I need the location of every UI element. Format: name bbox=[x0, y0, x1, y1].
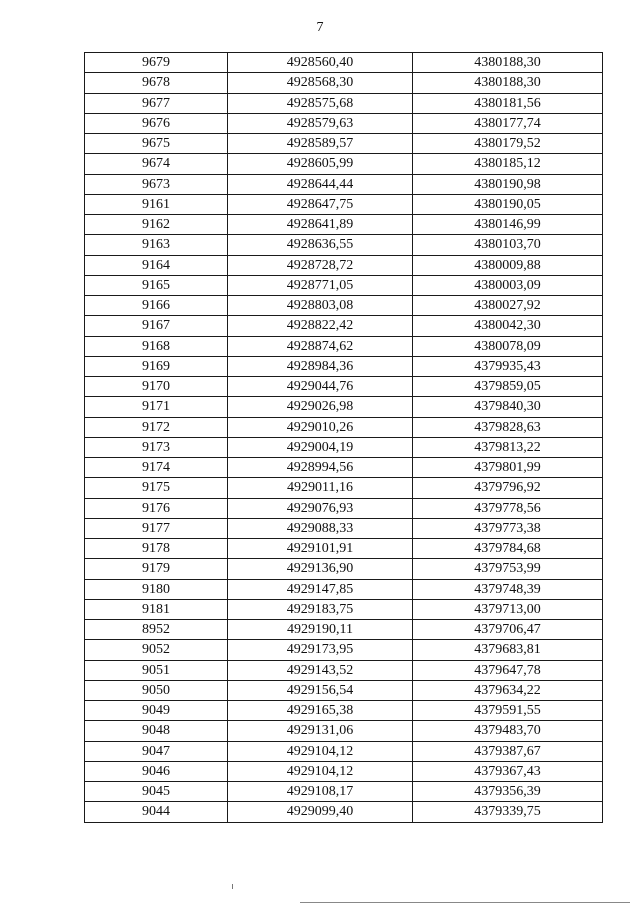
table-row bbox=[85, 539, 603, 559]
point-number-cell: 9051 bbox=[85, 660, 228, 680]
table-row bbox=[85, 377, 603, 397]
y-coordinate-cell: 4379591,55 bbox=[413, 701, 603, 721]
coordinates-table bbox=[84, 52, 603, 823]
y-coordinate-cell: 4380190,98 bbox=[413, 174, 603, 194]
y-coordinate-cell: 4380042,30 bbox=[413, 316, 603, 336]
x-coordinate-cell: 4928647,75 bbox=[228, 194, 413, 214]
y-coordinate-cell: 4379935,43 bbox=[413, 356, 603, 376]
table-row bbox=[85, 458, 603, 478]
x-coordinate-cell: 4929099,40 bbox=[228, 802, 413, 822]
y-coordinate-cell: 4380179,52 bbox=[413, 134, 603, 154]
point-number-cell: 9049 bbox=[85, 701, 228, 721]
point-number-cell: 9181 bbox=[85, 599, 228, 619]
point-number-cell: 9167 bbox=[85, 316, 228, 336]
y-coordinate-cell: 4380188,30 bbox=[413, 53, 603, 73]
table-row bbox=[85, 782, 603, 802]
table-row bbox=[85, 559, 603, 579]
scan-artifact bbox=[232, 884, 233, 889]
table-row bbox=[85, 599, 603, 619]
point-number-cell: 9174 bbox=[85, 458, 228, 478]
x-coordinate-cell: 4929026,98 bbox=[228, 397, 413, 417]
x-coordinate-cell: 4928994,56 bbox=[228, 458, 413, 478]
x-coordinate-cell: 4929156,54 bbox=[228, 680, 413, 700]
x-coordinate-cell: 4928641,89 bbox=[228, 215, 413, 235]
x-coordinate-cell: 4929010,26 bbox=[228, 417, 413, 437]
table-row bbox=[85, 701, 603, 721]
x-coordinate-cell: 4929173,95 bbox=[228, 640, 413, 660]
point-number-cell: 9048 bbox=[85, 721, 228, 741]
x-coordinate-cell: 4928984,36 bbox=[228, 356, 413, 376]
table-row bbox=[85, 478, 603, 498]
y-coordinate-cell: 4380190,05 bbox=[413, 194, 603, 214]
table-row bbox=[85, 660, 603, 680]
x-coordinate-cell: 4929190,11 bbox=[228, 620, 413, 640]
y-coordinate-cell: 4379339,75 bbox=[413, 802, 603, 822]
x-coordinate-cell: 4928728,72 bbox=[228, 255, 413, 275]
point-number-cell: 8952 bbox=[85, 620, 228, 640]
y-coordinate-cell: 4380146,99 bbox=[413, 215, 603, 235]
y-coordinate-cell: 4380009,88 bbox=[413, 255, 603, 275]
point-number-cell: 9677 bbox=[85, 93, 228, 113]
x-coordinate-cell: 4929147,85 bbox=[228, 579, 413, 599]
x-coordinate-cell: 4928874,62 bbox=[228, 336, 413, 356]
table-row bbox=[85, 73, 603, 93]
point-number-cell: 9172 bbox=[85, 417, 228, 437]
x-coordinate-cell: 4929183,75 bbox=[228, 599, 413, 619]
table-body bbox=[85, 53, 603, 823]
x-coordinate-cell: 4929131,06 bbox=[228, 721, 413, 741]
table-row bbox=[85, 134, 603, 154]
table-row bbox=[85, 397, 603, 417]
point-number-cell: 9173 bbox=[85, 437, 228, 457]
table-row bbox=[85, 356, 603, 376]
y-coordinate-cell: 4379813,22 bbox=[413, 437, 603, 457]
y-coordinate-cell: 4379367,43 bbox=[413, 761, 603, 781]
table-row bbox=[85, 194, 603, 214]
y-coordinate-cell: 4379840,30 bbox=[413, 397, 603, 417]
table-row bbox=[85, 296, 603, 316]
x-coordinate-cell: 4929044,76 bbox=[228, 377, 413, 397]
table-row bbox=[85, 741, 603, 761]
x-coordinate-cell: 4928589,57 bbox=[228, 134, 413, 154]
point-number-cell: 9164 bbox=[85, 255, 228, 275]
point-number-cell: 9166 bbox=[85, 296, 228, 316]
x-coordinate-cell: 4929165,38 bbox=[228, 701, 413, 721]
y-coordinate-cell: 4380027,92 bbox=[413, 296, 603, 316]
table-row bbox=[85, 721, 603, 741]
point-number-cell: 9050 bbox=[85, 680, 228, 700]
x-coordinate-cell: 4929011,16 bbox=[228, 478, 413, 498]
x-coordinate-cell: 4928803,08 bbox=[228, 296, 413, 316]
y-coordinate-cell: 4380103,70 bbox=[413, 235, 603, 255]
table-row bbox=[85, 53, 603, 73]
point-number-cell: 9676 bbox=[85, 113, 228, 133]
x-coordinate-cell: 4929004,19 bbox=[228, 437, 413, 457]
point-number-cell: 9679 bbox=[85, 53, 228, 73]
table-row bbox=[85, 640, 603, 660]
x-coordinate-cell: 4929108,17 bbox=[228, 782, 413, 802]
y-coordinate-cell: 4380188,30 bbox=[413, 73, 603, 93]
point-number-cell: 9163 bbox=[85, 235, 228, 255]
x-coordinate-cell: 4929088,33 bbox=[228, 518, 413, 538]
point-number-cell: 9052 bbox=[85, 640, 228, 660]
table-row bbox=[85, 235, 603, 255]
point-number-cell: 9045 bbox=[85, 782, 228, 802]
x-coordinate-cell: 4928560,40 bbox=[228, 53, 413, 73]
point-number-cell: 9178 bbox=[85, 539, 228, 559]
point-number-cell: 9674 bbox=[85, 154, 228, 174]
point-number-cell: 9162 bbox=[85, 215, 228, 235]
page-bottom-edge bbox=[300, 902, 630, 903]
point-number-cell: 9675 bbox=[85, 134, 228, 154]
table-row bbox=[85, 620, 603, 640]
x-coordinate-cell: 4929136,90 bbox=[228, 559, 413, 579]
x-coordinate-cell: 4928636,55 bbox=[228, 235, 413, 255]
table-row bbox=[85, 518, 603, 538]
y-coordinate-cell: 4379784,68 bbox=[413, 539, 603, 559]
y-coordinate-cell: 4380078,09 bbox=[413, 336, 603, 356]
x-coordinate-cell: 4929101,91 bbox=[228, 539, 413, 559]
x-coordinate-cell: 4928568,30 bbox=[228, 73, 413, 93]
table-row bbox=[85, 498, 603, 518]
x-coordinate-cell: 4928771,05 bbox=[228, 275, 413, 295]
point-number-cell: 9169 bbox=[85, 356, 228, 376]
point-number-cell: 9175 bbox=[85, 478, 228, 498]
point-number-cell: 9179 bbox=[85, 559, 228, 579]
table-row bbox=[85, 113, 603, 133]
point-number-cell: 9044 bbox=[85, 802, 228, 822]
y-coordinate-cell: 4379634,22 bbox=[413, 680, 603, 700]
x-coordinate-cell: 4929143,52 bbox=[228, 660, 413, 680]
table-row bbox=[85, 215, 603, 235]
y-coordinate-cell: 4379753,99 bbox=[413, 559, 603, 579]
x-coordinate-cell: 4928605,99 bbox=[228, 154, 413, 174]
table-row bbox=[85, 336, 603, 356]
x-coordinate-cell: 4929104,12 bbox=[228, 761, 413, 781]
point-number-cell: 9678 bbox=[85, 73, 228, 93]
point-number-cell: 9161 bbox=[85, 194, 228, 214]
point-number-cell: 9046 bbox=[85, 761, 228, 781]
y-coordinate-cell: 4379706,47 bbox=[413, 620, 603, 640]
y-coordinate-cell: 4379828,63 bbox=[413, 417, 603, 437]
y-coordinate-cell: 4379773,38 bbox=[413, 518, 603, 538]
table-row bbox=[85, 255, 603, 275]
table-row bbox=[85, 275, 603, 295]
y-coordinate-cell: 4379483,70 bbox=[413, 721, 603, 741]
point-number-cell: 9673 bbox=[85, 174, 228, 194]
table-row bbox=[85, 761, 603, 781]
y-coordinate-cell: 4379796,92 bbox=[413, 478, 603, 498]
y-coordinate-cell: 4379356,39 bbox=[413, 782, 603, 802]
point-number-cell: 9047 bbox=[85, 741, 228, 761]
table-row bbox=[85, 802, 603, 822]
y-coordinate-cell: 4379387,67 bbox=[413, 741, 603, 761]
point-number-cell: 9177 bbox=[85, 518, 228, 538]
point-number-cell: 9180 bbox=[85, 579, 228, 599]
table-row bbox=[85, 680, 603, 700]
x-coordinate-cell: 4928644,44 bbox=[228, 174, 413, 194]
y-coordinate-cell: 4380177,74 bbox=[413, 113, 603, 133]
y-coordinate-cell: 4379859,05 bbox=[413, 377, 603, 397]
table-row bbox=[85, 316, 603, 336]
table-row bbox=[85, 437, 603, 457]
x-coordinate-cell: 4928575,68 bbox=[228, 93, 413, 113]
y-coordinate-cell: 4379748,39 bbox=[413, 579, 603, 599]
table-row bbox=[85, 93, 603, 113]
point-number-cell: 9176 bbox=[85, 498, 228, 518]
y-coordinate-cell: 4380181,56 bbox=[413, 93, 603, 113]
point-number-cell: 9171 bbox=[85, 397, 228, 417]
point-number-cell: 9165 bbox=[85, 275, 228, 295]
x-coordinate-cell: 4929076,93 bbox=[228, 498, 413, 518]
y-coordinate-cell: 4379683,81 bbox=[413, 640, 603, 660]
y-coordinate-cell: 4379713,00 bbox=[413, 599, 603, 619]
table-row bbox=[85, 579, 603, 599]
point-number-cell: 9170 bbox=[85, 377, 228, 397]
point-number-cell: 9168 bbox=[85, 336, 228, 356]
y-coordinate-cell: 4379647,78 bbox=[413, 660, 603, 680]
y-coordinate-cell: 4379778,56 bbox=[413, 498, 603, 518]
table-row bbox=[85, 154, 603, 174]
x-coordinate-cell: 4929104,12 bbox=[228, 741, 413, 761]
table-row bbox=[85, 174, 603, 194]
y-coordinate-cell: 4380003,09 bbox=[413, 275, 603, 295]
y-coordinate-cell: 4380185,12 bbox=[413, 154, 603, 174]
x-coordinate-cell: 4928579,63 bbox=[228, 113, 413, 133]
table-row bbox=[85, 417, 603, 437]
y-coordinate-cell: 4379801,99 bbox=[413, 458, 603, 478]
x-coordinate-cell: 4928822,42 bbox=[228, 316, 413, 336]
page-number: 7 bbox=[316, 20, 324, 35]
